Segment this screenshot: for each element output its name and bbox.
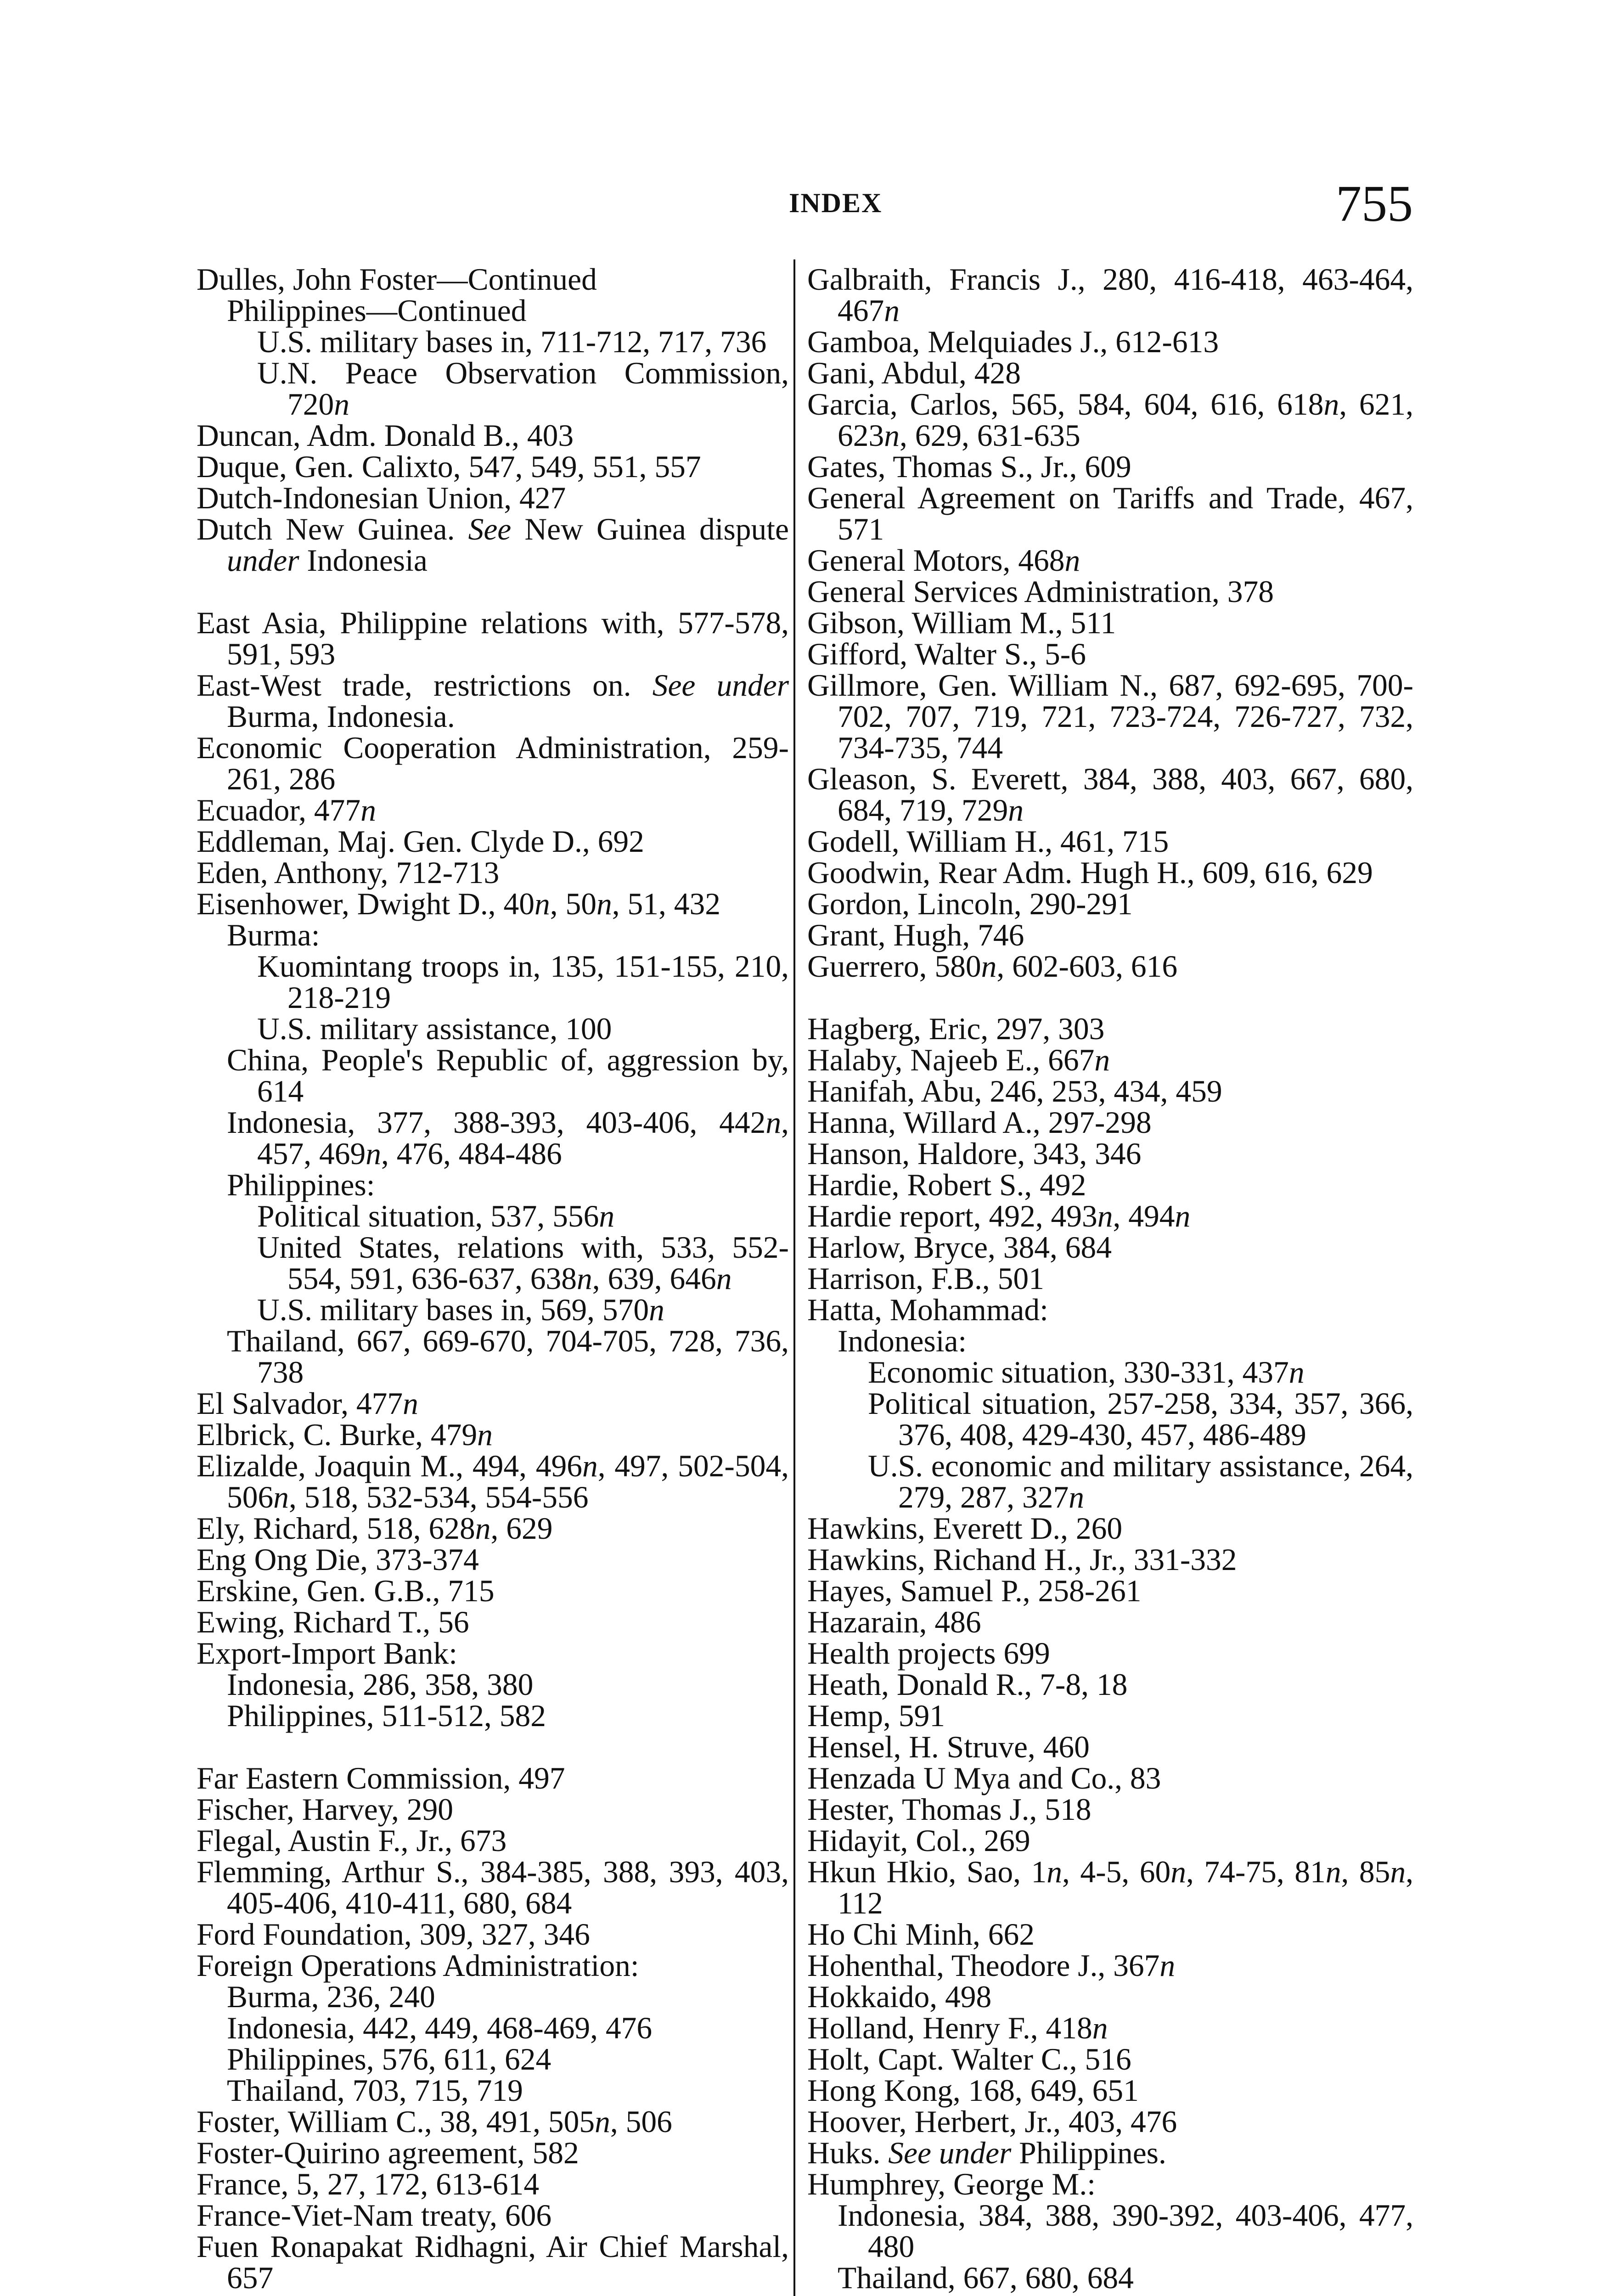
italic-text: n: [1097, 1199, 1113, 1233]
entry-text: Halaby, Najeeb E., 667: [807, 1043, 1095, 1077]
entry-text: Guerrero, 580: [807, 949, 981, 984]
entry-text: Hanifah, Abu, 246, 253, 434, 459: [807, 1074, 1222, 1109]
entry-text: Godell, William H., 461, 715: [807, 824, 1169, 859]
index-entry: [807, 1294, 1413, 1326]
entry-text: Philippines, 576, 611, 624: [227, 2042, 551, 2077]
entry-text: Hong Kong, 168, 649, 651: [807, 2073, 1139, 2108]
column-divider: [793, 259, 795, 2296]
entry-text: Eisenhower, Dwight D., 40: [197, 887, 535, 921]
italic-text: n: [1094, 1043, 1110, 1077]
entry-text: , 74-75, 81: [1186, 1855, 1326, 1889]
entry-text: Indonesia:: [838, 1324, 967, 1358]
index-entry: [197, 1950, 789, 1981]
entry-text: Gates, Thomas S., Jr., 609: [807, 450, 1131, 484]
index-entry: [197, 420, 789, 451]
index-entry: [197, 514, 789, 576]
index-entry: [197, 1451, 789, 1513]
italic-text: n: [765, 1105, 782, 1140]
index-entry: [197, 1763, 789, 1794]
index-entry: [807, 670, 1413, 764]
italic-text: n: [403, 1386, 418, 1421]
index-entry: [807, 1700, 1413, 1732]
entry-text: United States, relations with, 533, 552-554, 591, 636-637, 638: [257, 1230, 789, 1296]
entry-text: Dutch-Indonesian Union, 427: [197, 481, 566, 515]
italic-text: n: [1064, 543, 1080, 578]
index-subentry: [197, 295, 789, 326]
entry-text: , 50: [550, 887, 596, 921]
entry-text: , 629, 631-635: [900, 418, 1080, 453]
index-entry: [197, 1419, 789, 1451]
entry-text: U.S. economic and military assistance, 264, 279, 287, 327: [868, 1449, 1413, 1514]
index-entry: [807, 1544, 1413, 1576]
entry-text: Flegal, Austin F., Jr., 673: [197, 1823, 507, 1858]
entry-text: Hagberg, Eric, 297, 303: [807, 1012, 1105, 1046]
entry-text: , 518, 532-534, 554-556: [289, 1480, 589, 1514]
entry-text: Heath, Donald R., 7-8, 18: [807, 1667, 1128, 1702]
entry-text: Hoover, Herbert, Jr., 403, 476: [807, 2105, 1177, 2139]
entry-text: East Asia, Philippine relations with, 577-578, 591, 593: [197, 606, 789, 671]
index-entry: [197, 826, 789, 857]
entry-text: Foster-Quirino agreement, 582: [197, 2136, 579, 2170]
index-entry: [807, 2138, 1413, 2169]
page-number: 755: [1336, 175, 1413, 232]
index-column-left: [197, 264, 789, 2294]
entry-text: General Services Administration, 378: [807, 574, 1274, 609]
index-entry: [807, 1919, 1413, 1950]
entry-text: Erskine, Gen. G.B., 715: [197, 1574, 495, 1608]
index-entry: [197, 889, 789, 920]
italic-text: n: [273, 1480, 289, 1514]
italic-text: n: [1175, 1199, 1191, 1233]
index-entry: [197, 483, 789, 514]
index-subentry: [197, 326, 789, 358]
entry-text: , 639, 646: [592, 1261, 716, 1296]
entry-text: East-West trade, restrictions on.: [197, 668, 653, 703]
entry-text: Philippines—Continued: [227, 293, 527, 328]
index-subentry: [197, 1669, 789, 1700]
entry-text: Holland, Henry F., 418: [807, 2011, 1092, 2045]
index-entry: [807, 1607, 1413, 1638]
index-subentry: [197, 951, 789, 1013]
italic-text: n: [981, 949, 997, 984]
index-entry: [807, 826, 1413, 857]
entry-text: Henzada U Mya and Co., 83: [807, 1761, 1161, 1795]
index-entry: [807, 1138, 1413, 1170]
entry-text: Hanson, Haldore, 343, 346: [807, 1137, 1142, 1171]
entry-text: Grant, Hugh, 746: [807, 918, 1024, 952]
entry-text: Hester, Thomas J., 518: [807, 1792, 1092, 1827]
index-entry: [807, 326, 1413, 358]
index-entry: [807, 1170, 1413, 1201]
entry-text: U.S. military bases in, 569, 570: [257, 1293, 649, 1327]
entry-text: Hensel, H. Struve, 460: [807, 1730, 1090, 1764]
index-entry: [197, 732, 789, 795]
index-subentry: [197, 1232, 789, 1294]
entry-text: , 494: [1113, 1199, 1175, 1233]
index-entry: [197, 2138, 789, 2169]
entry-text: Hardie, Robert S., 492: [807, 1168, 1086, 1202]
entry-text: Export-Import Bank:: [197, 1636, 458, 1671]
index-entry: [807, 2169, 1413, 2200]
page-header: [0, 0, 1598, 257]
italic-text: n: [595, 2105, 610, 2139]
entry-text: Philippines.: [1011, 2136, 1166, 2170]
index-entry: [807, 1576, 1413, 1607]
entry-text: Hawkins, Everett D., 260: [807, 1511, 1123, 1546]
entry-text: Hardie report, 492, 493: [807, 1199, 1097, 1233]
index-subentry: [197, 920, 789, 951]
entry-text: , 85: [1341, 1855, 1390, 1889]
entry-text: Elbrick, C. Burke, 479: [197, 1418, 478, 1452]
entry-text: Health projects 699: [807, 1636, 1050, 1671]
italic-text: n: [596, 887, 612, 921]
entry-text: Indonesia, 384, 388, 390-392, 403-406, 477, 480: [838, 2198, 1413, 2264]
index-entry: [197, 795, 789, 826]
italic-text: n: [475, 1511, 491, 1546]
index-entry: [197, 1607, 789, 1638]
entry-text: , 51, 432: [612, 887, 720, 921]
index-subentry: [807, 1326, 1413, 1357]
entry-text: El Salvador, 477: [197, 1386, 403, 1421]
index-entry: [807, 545, 1413, 576]
italic-text: See under: [652, 668, 789, 703]
italic-text: n: [366, 1137, 381, 1171]
entry-text: Eng Ong Die, 373-374: [197, 1542, 479, 1577]
italic-text: n: [1325, 1855, 1341, 1889]
entry-text: Gani, Abdul, 428: [807, 356, 1021, 390]
index-entry: [807, 889, 1413, 920]
entry-text: Burma, Indonesia.: [227, 699, 455, 734]
italic-text: n: [334, 387, 349, 422]
entry-text: Ely, Richard, 518, 628: [197, 1511, 475, 1546]
entry-text: France-Viet-Nam treaty, 606: [197, 2198, 552, 2233]
entry-text: , 497, 502-504, 506: [227, 1449, 789, 1514]
entry-text: Duque, Gen. Calixto, 547, 549, 551, 557: [197, 450, 701, 484]
index-entry: [807, 951, 1413, 982]
index-subentry: [197, 1700, 789, 1732]
index-entry: [197, 1919, 789, 1950]
italic-text: n: [1390, 1855, 1406, 1889]
italic-text: n: [599, 1199, 615, 1233]
index-entry: [807, 1794, 1413, 1825]
index-entry: [807, 1981, 1413, 2013]
index-entry: [197, 2106, 789, 2138]
index-entry: [807, 1013, 1413, 1045]
entry-text: Hemp, 591: [807, 1699, 945, 1733]
index-subentry: [807, 1357, 1413, 1388]
italic-text: See: [468, 512, 512, 546]
index-subentry: [197, 1013, 789, 1045]
index-entry: [807, 639, 1413, 670]
entry-text: Hawkins, Richand H., Jr., 331-332: [807, 1542, 1237, 1577]
index-entry: [807, 2075, 1413, 2106]
index-entry: [807, 483, 1413, 545]
entry-text: , 457, 469: [257, 1105, 789, 1171]
index-entry: [807, 1638, 1413, 1669]
italic-text: n: [1008, 793, 1024, 827]
index-subentry: [197, 1326, 789, 1388]
index-subentry: [197, 2075, 789, 2106]
entry-text: Humphrey, George M.:: [807, 2167, 1096, 2201]
index-subentry: [197, 358, 789, 420]
index-subentry: [197, 2013, 789, 2044]
entry-text: Duncan, Adm. Donald B., 403: [197, 418, 574, 453]
index-entry: [807, 2044, 1413, 2075]
running-head: INDEX: [789, 188, 883, 218]
italic-text: n: [884, 293, 900, 328]
index-subentry: [197, 1201, 789, 1232]
index-entry: [807, 1763, 1413, 1794]
entry-text: Hanna, Willard A., 297-298: [807, 1105, 1152, 1140]
index-entry: [807, 1201, 1413, 1232]
index-entry: [807, 2013, 1413, 2044]
entry-text: Holt, Capt. Walter C., 516: [807, 2042, 1131, 2077]
entry-text: Burma, 236, 240: [227, 1980, 435, 2014]
entry-text: Ewing, Richard T., 56: [197, 1605, 469, 1639]
index-subentry: [197, 1170, 789, 1201]
entry-text: , 629: [490, 1511, 553, 1546]
index-entry: [197, 2200, 789, 2231]
entry-text: Hidayit, Col., 269: [807, 1823, 1030, 1858]
entry-text: , 506: [610, 2105, 672, 2139]
index-entry: [807, 1263, 1413, 1294]
entry-text: Economic Cooperation Administration, 259-261, 286: [197, 731, 789, 796]
index-entry: [807, 1107, 1413, 1138]
index-entry: [197, 1576, 789, 1607]
italic-text: See under: [888, 2136, 1012, 2170]
index-subentry: [197, 1107, 789, 1170]
entry-text: Fischer, Harvey, 290: [197, 1792, 454, 1827]
entry-text: U.S. military bases in, 711-712, 717, 736: [257, 325, 767, 359]
entry-text: Thailand, 667, 680, 684: [838, 2261, 1134, 2295]
index-entry: [807, 358, 1413, 389]
italic-text: n: [1323, 387, 1339, 422]
index-entry: [807, 1513, 1413, 1544]
entry-text: Hayes, Samuel P., 258-261: [807, 1574, 1142, 1608]
entry-text: Burma:: [227, 918, 320, 952]
entry-text: U.S. military assistance, 100: [257, 1012, 612, 1046]
index-entry: [807, 1950, 1413, 1981]
index-entry: [197, 1638, 789, 1669]
index-entry: [807, 1857, 1413, 1919]
entry-text: Gleason, S. Everett, 384, 388, 403, 667, 680, 684, 719, 729: [807, 762, 1413, 827]
entry-text: Harlow, Bryce, 384, 684: [807, 1230, 1112, 1265]
entry-text: Gillmore, Gen. William N., 687, 692-695, 700-702, 707, 719, 721, 723-724, 726-727, 732, 734-735, 744: [807, 668, 1413, 765]
entry-text: , 112: [838, 1855, 1414, 1920]
entry-text: Indonesia, 377, 388-393, 403-406, 442: [227, 1105, 766, 1140]
entry-text: , 476, 484-486: [381, 1137, 562, 1171]
entry-text: Huks.: [807, 2136, 889, 2170]
entry-text: Hatta, Mohammad:: [807, 1293, 1048, 1327]
index-entry: [197, 451, 789, 483]
entry-text: Indonesia, 286, 358, 380: [227, 1667, 534, 1702]
index-subentry: [807, 2200, 1413, 2262]
index-entry: [807, 764, 1413, 826]
index-entry: [197, 857, 789, 889]
entry-text: Fuen Ronapakat Ridhagni, Air Chief Marshal, 657: [197, 2229, 789, 2295]
entry-text: Foreign Operations Administration:: [197, 1948, 639, 1983]
entry-text: Foster, William C., 38, 491, 505: [197, 2105, 595, 2139]
entry-text: Eddleman, Maj. Gen. Clyde D., 692: [197, 824, 644, 859]
italic-text: n: [884, 418, 900, 453]
entry-text: Hokkaido, 498: [807, 1980, 992, 2014]
entry-text: Economic situation, 330-331, 437: [868, 1355, 1289, 1390]
entry-text: Political situation, 257-258, 334, 357, 366, 376, 408, 429-430, 457, 486-489: [868, 1386, 1413, 1452]
index-entry: [807, 1669, 1413, 1700]
index-entry: [807, 920, 1413, 951]
entry-text: Gibson, William M., 511: [807, 606, 1116, 640]
index-entry: [197, 1513, 789, 1544]
entry-text: Hkun Hkio, Sao, 1: [807, 1855, 1047, 1889]
index-entry: [807, 1232, 1413, 1263]
index-entry: [197, 1388, 789, 1419]
italic-text: n: [576, 1261, 592, 1296]
index-entry: [197, 608, 789, 670]
italic-text: n: [1170, 1855, 1187, 1889]
entry-text: Thailand, 667, 669-670, 704-705, 728, 736, 738: [227, 1324, 789, 1390]
entry-text: Philippines:: [227, 1168, 375, 1202]
italic-text: n: [1092, 2011, 1108, 2045]
italic-text: n: [1047, 1855, 1063, 1889]
entry-text: Goodwin, Rear Adm. Hugh H., 609, 616, 629: [807, 855, 1373, 890]
italic-text: n: [716, 1261, 732, 1296]
entry-text: General Agreement on Tariffs and Trade, 467, 571: [807, 481, 1413, 546]
italic-text: n: [360, 793, 376, 827]
entry-text: U.N. Peace Observation Commission, 720: [257, 356, 789, 422]
entry-text: Flemming, Arthur S., 384-385, 388, 393, 403, 405-406, 410-411, 680, 684: [197, 1855, 789, 1920]
entry-text: Philippines, 511-512, 582: [227, 1699, 546, 1733]
entry-text: , 4-5, 60: [1062, 1855, 1171, 1889]
entry-text: Galbraith, Francis J., 280, 416-418, 463-464, 467: [807, 262, 1413, 328]
entry-text: Elizalde, Joaquin M., 494, 496: [197, 1449, 582, 1483]
index-entry: [807, 1076, 1413, 1107]
entry-text: Gamboa, Melquiades J., 612-613: [807, 325, 1219, 359]
entry-text: Kuomintang troops in, 135, 151-155, 210, 218-219: [257, 949, 789, 1015]
index-column-right: [807, 264, 1413, 2294]
italic-text: under: [227, 543, 299, 578]
entry-text: Indonesia: [299, 543, 428, 578]
index-subentry: [807, 1388, 1413, 1451]
entry-text: New Guinea dispute: [511, 512, 789, 546]
entry-text: Dulles, John Foster—Continued: [197, 262, 597, 297]
index-subentry: [807, 2262, 1413, 2294]
index-subentry: [197, 2044, 789, 2075]
index-entry: [807, 389, 1413, 451]
index-subentry: [807, 1451, 1413, 1513]
entry-text: Garcia, Carlos, 565, 584, 604, 616, 618: [807, 387, 1324, 422]
index-subentry: [197, 1294, 789, 1326]
italic-text: n: [1069, 1480, 1084, 1514]
index-entry: [807, 1825, 1413, 1857]
entry-text: Gordon, Lincoln, 290-291: [807, 887, 1133, 921]
entry-text: Ecuador, 477: [197, 793, 361, 827]
entry-text: Harrison, F.B., 501: [807, 1261, 1044, 1296]
index-entry: [807, 576, 1413, 608]
index-entry: [197, 1544, 789, 1576]
index-subentry: [197, 1045, 789, 1107]
italic-text: n: [649, 1293, 664, 1327]
index-entry: [807, 1732, 1413, 1763]
italic-text: n: [1159, 1948, 1176, 1983]
italic-text: n: [477, 1418, 493, 1452]
entry-text: , 621, 623: [838, 387, 1413, 453]
entry-text: France, 5, 27, 172, 613-614: [197, 2167, 540, 2201]
index-entry: [807, 1045, 1413, 1076]
entry-text: General Motors, 468: [807, 543, 1065, 578]
index-entry: [807, 451, 1413, 483]
index-entry: [197, 1825, 789, 1857]
italic-text: n: [1289, 1355, 1305, 1390]
entry-text: Indonesia, 442, 449, 468-469, 476: [227, 2011, 653, 2045]
entry-text: Ho Chi Minh, 662: [807, 1917, 1035, 1952]
index-subentry: [197, 1981, 789, 2013]
entry-text: Political situation, 537, 556: [257, 1199, 599, 1233]
index-entry: [197, 2169, 789, 2200]
entry-text: Far Eastern Commission, 497: [197, 1761, 565, 1795]
index-entry: [807, 608, 1413, 639]
index-entry: [807, 857, 1413, 889]
index-entry: [197, 1794, 789, 1825]
index-entry: [197, 264, 789, 295]
italic-text: n: [534, 887, 550, 921]
entry-text: Thailand, 703, 715, 719: [227, 2073, 523, 2108]
entry-text: Hohenthal, Theodore J., 367: [807, 1948, 1160, 1983]
index-entry: [807, 2106, 1413, 2138]
entry-text: China, People's Republic of, aggression by, 614: [227, 1043, 789, 1109]
entry-text: Dutch New Guinea.: [197, 512, 468, 546]
index-entry: [197, 1857, 789, 1919]
index-entry: [197, 670, 789, 732]
index-entry: [197, 2231, 789, 2294]
entry-text: , 602-603, 616: [996, 949, 1178, 984]
entry-text: Hazarain, 486: [807, 1605, 981, 1639]
entry-text: Ford Foundation, 309, 327, 346: [197, 1917, 590, 1952]
index-entry: [807, 264, 1413, 326]
entry-text: Gifford, Walter S., 5-6: [807, 637, 1086, 671]
entry-text: Eden, Anthony, 712-713: [197, 855, 500, 890]
italic-text: n: [582, 1449, 598, 1483]
